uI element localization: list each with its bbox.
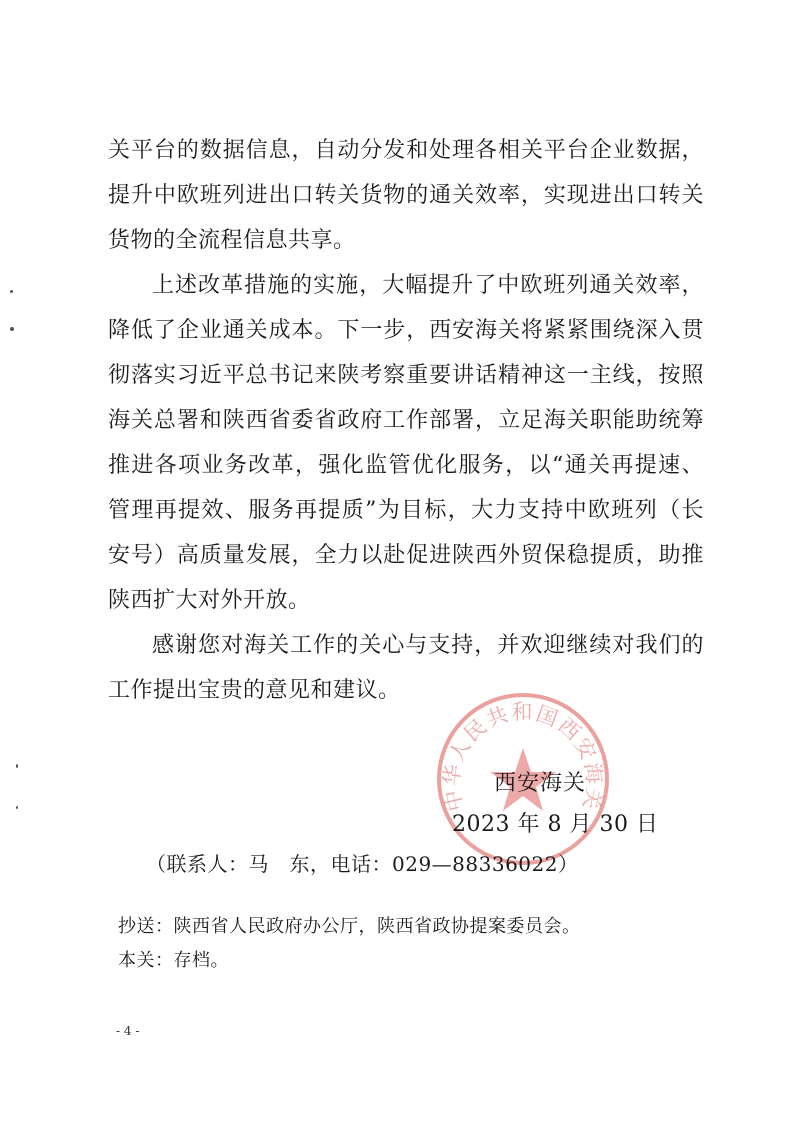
scan-speck: [10, 290, 13, 293]
seal-text: 中华人民共和国西安海关: [439, 700, 607, 814]
page-number: - 4 -: [116, 1024, 140, 1038]
paragraph-measures-next-steps: 上述改革措施的实施，大幅提升了中欧班列通关效率，降低了企业通关成本。下一步，西安海关将紧紧围绕深入贯彻落实习近平总书记来陕考察重要讲话精神这一主线，按照海关总署和陕西省委省政府工作部署，立足海关职能助统筹推进各项业务改革，强化监管优化服务，以“通关再提速、管理再提效、服务再提质”为目标，大力支持中欧班列（长安号）高质量发展，全力以赴促进陕西外贸保稳提质，助推陕西扩大对外开放。: [108, 273, 704, 613]
scan-speck: [10, 327, 14, 331]
archive-note: 本关：存档。: [118, 950, 229, 971]
letter-body: [108, 128, 704, 713]
paragraph-thanks: 感谢您对海关工作的关心与支持，并欢迎继续对我们的工作提出宝贵的意见和建议。: [108, 633, 704, 703]
cc-recipients: 抄送：陕西省人民政府办公厅，陕西省政协提案委员会。: [118, 916, 581, 937]
contact-info: （联系人：马 东，电话：029—88336022）: [146, 852, 579, 876]
signoff-date: 2023 年 8 月 30 日: [452, 812, 659, 837]
scan-speck: [16, 806, 18, 809]
signoff-organization: 西安海关: [494, 771, 587, 796]
scan-speck: [16, 764, 18, 768]
paragraph-continuation: 关平台的数据信息，自动分发和处理各相关平台企业数据，提升中欧班列进出口转关货物的通关效率，实现进出口转关货物的全流程信息共享。: [108, 138, 704, 253]
